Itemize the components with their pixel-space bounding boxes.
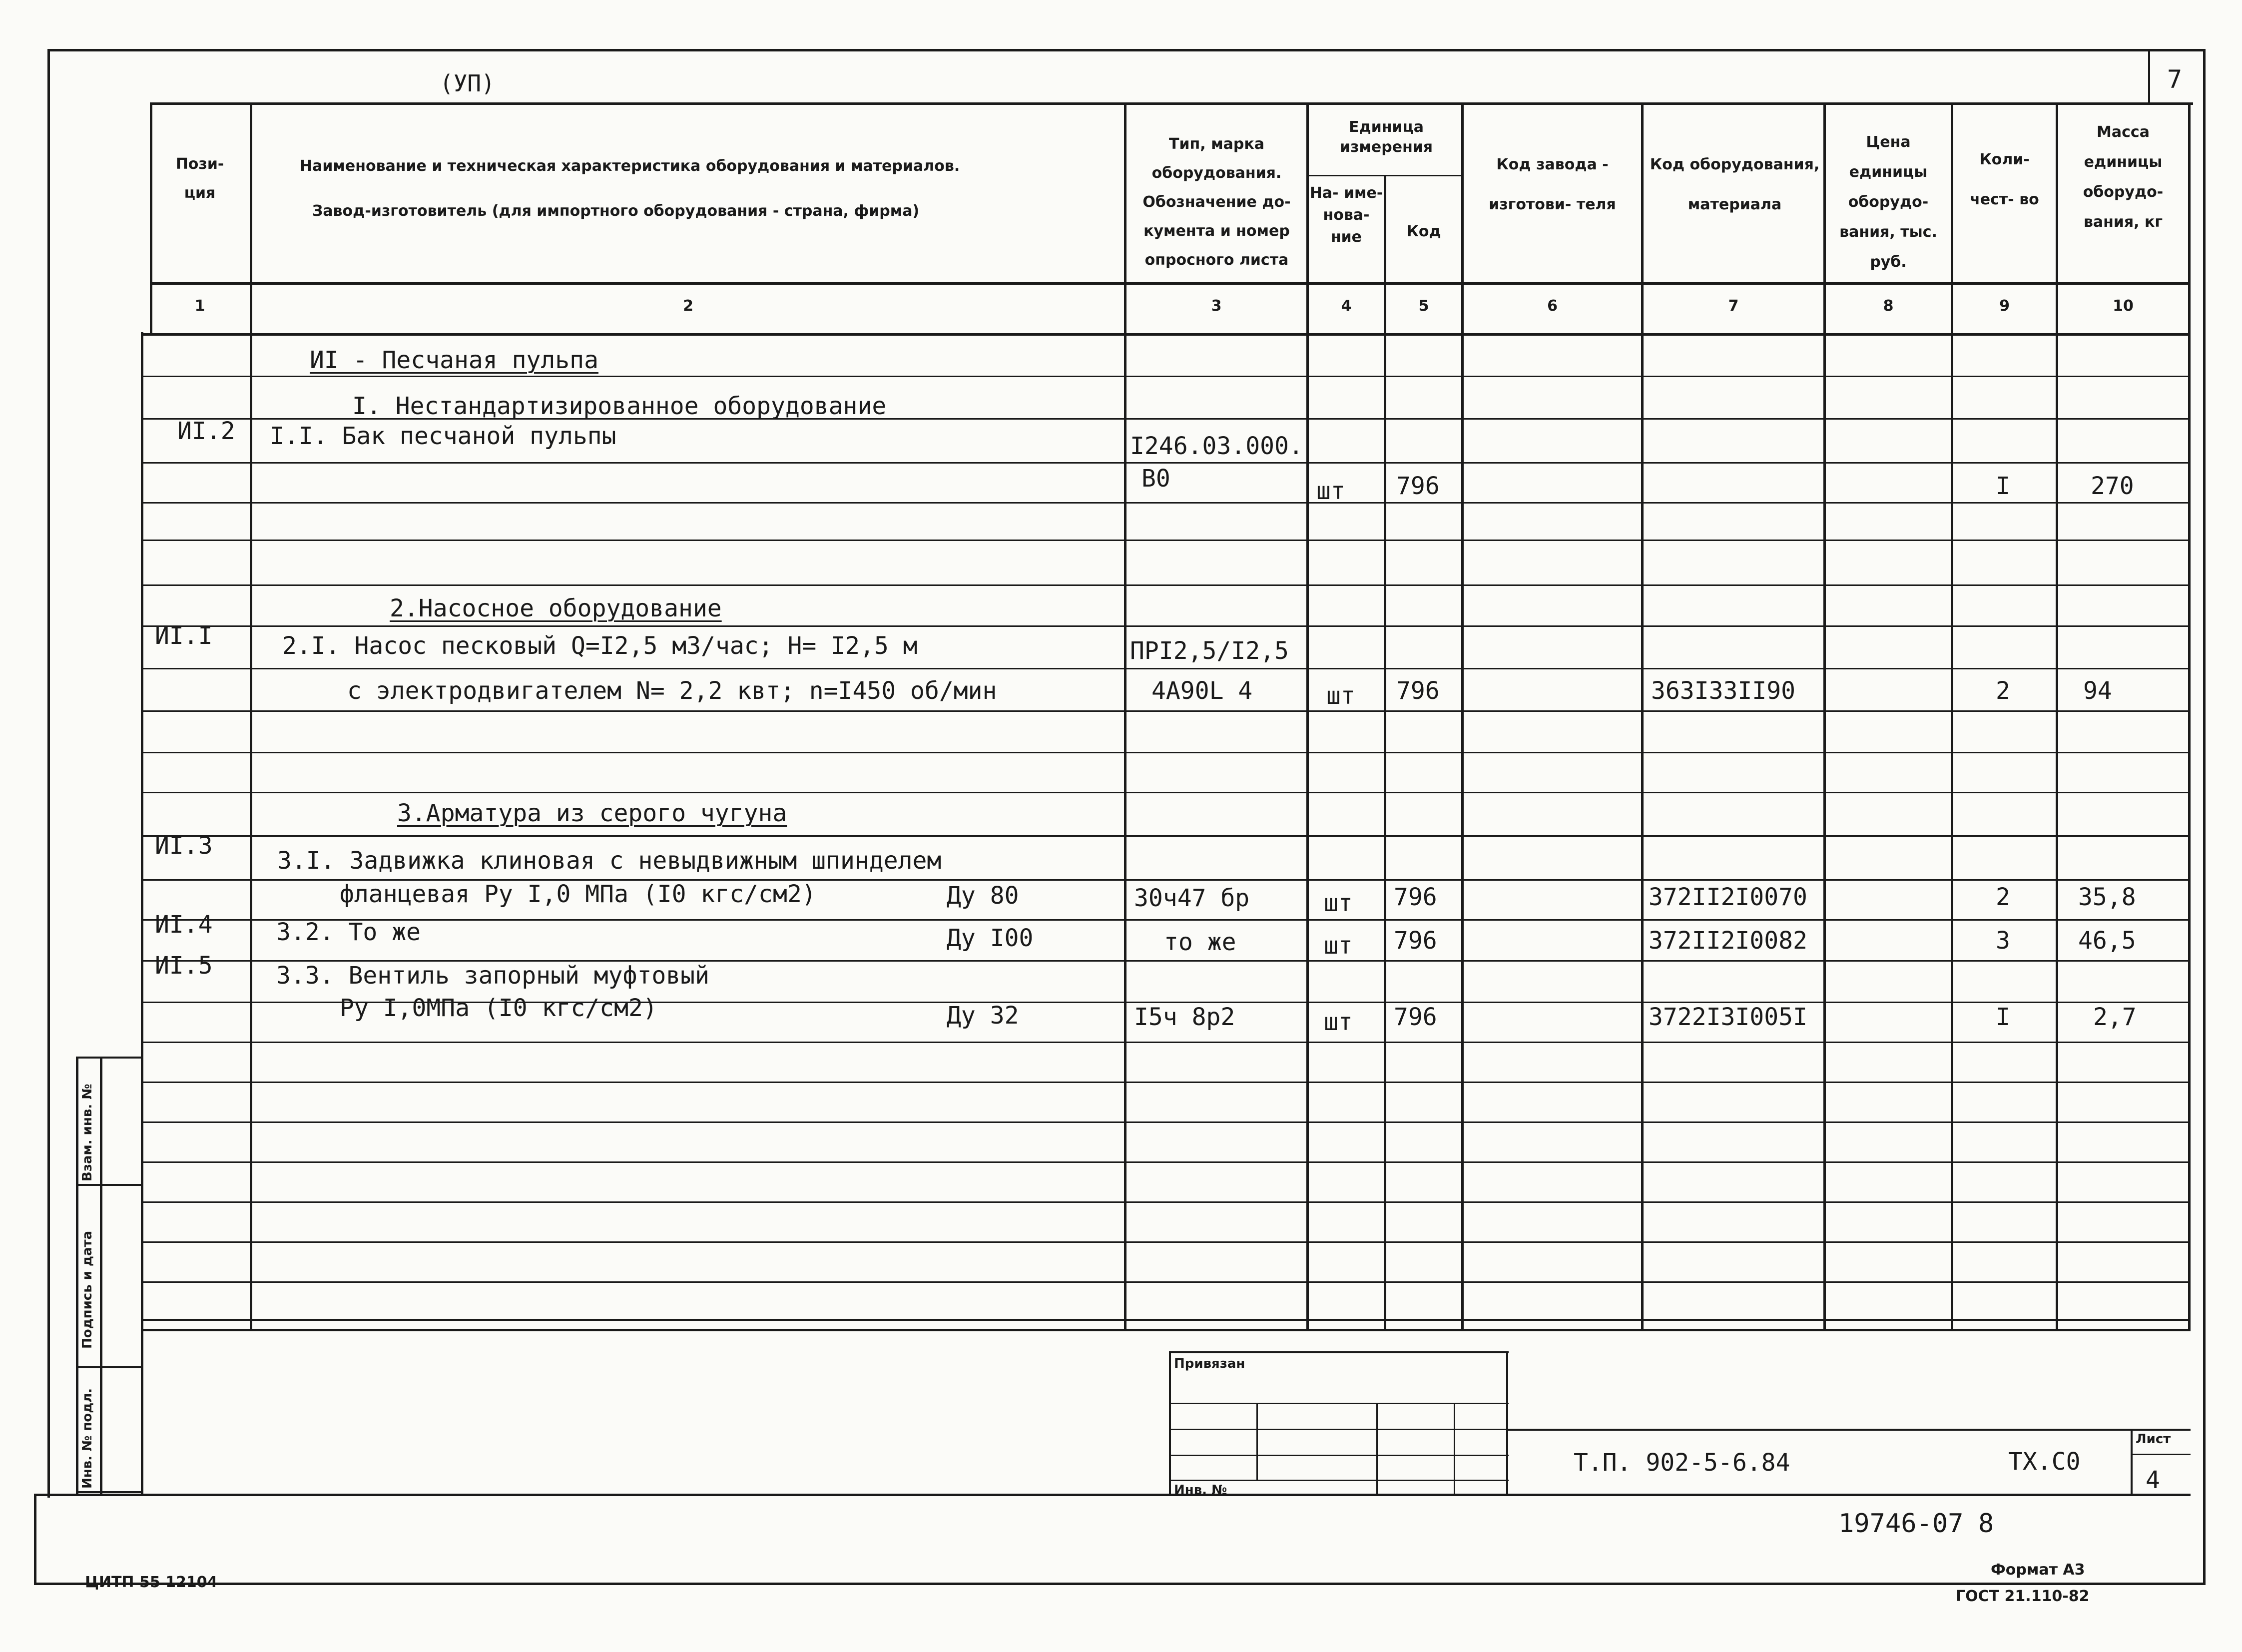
row3-position: ИI.3 <box>155 832 213 860</box>
row-line <box>141 1042 2191 1043</box>
row4-mass: 46,5 <box>2078 927 2136 955</box>
col-number: 5 <box>1418 297 1429 315</box>
row4-nominal-diameter: Ду I00 <box>947 924 1034 952</box>
row5-quantity: I <box>1996 1003 2010 1031</box>
frame-right <box>2203 49 2206 1585</box>
row2-material-code: 363I33II90 <box>1651 677 1795 705</box>
row2-name-a: 2.I. Насос песковый Q=I2,5 м3/час; H= I2,5 м <box>282 632 918 660</box>
side-label-podpis: Подпись и дата <box>80 1230 95 1349</box>
table-right <box>2188 102 2191 1331</box>
privyazan-col2 <box>1376 1403 1378 1495</box>
privyazan-row2 <box>1169 1429 1509 1430</box>
row4-position: ИI.4 <box>155 911 213 939</box>
row3-material-code: 372II2I0070 <box>1649 883 1807 911</box>
row2-type-a: ПРI2,5/I2,5 <box>1130 637 1289 665</box>
handwritten-sheet: 8 <box>1978 1509 1994 1539</box>
row-line <box>141 1161 2191 1163</box>
row3-type: 30ч47 бр <box>1134 884 1250 912</box>
header-material-code: Код оборудования, материала <box>1650 156 1820 213</box>
side-label-vzam: Взам. инв. № <box>80 1084 95 1181</box>
col-line-6 <box>1641 102 1644 1329</box>
corner-page-number: 7 <box>2167 65 2183 94</box>
list-box-div <box>2131 1454 2191 1455</box>
col-number: 3 <box>1211 297 1222 315</box>
col-number: 4 <box>1341 297 1352 315</box>
row4-name: 3.2. То же <box>276 918 421 946</box>
col-number: 2 <box>683 297 693 315</box>
section-3-title: 3.Арматура из серого чугуна <box>397 799 787 827</box>
header-name-line1: Наименование и техническая характеристика оборудования и материалов. <box>300 157 960 175</box>
privyazan-col3 <box>1454 1403 1455 1495</box>
row5-nominal-diameter: Ду 32 <box>947 1002 1019 1030</box>
title-block-left <box>141 1329 143 1496</box>
list-box-left <box>2131 1429 2133 1496</box>
row1-unit-code: 796 <box>1396 472 1440 500</box>
header-unit-code: Код <box>1406 223 1441 240</box>
row-line <box>141 1281 2191 1283</box>
row1-mass: 270 <box>2091 472 2134 500</box>
table-top <box>150 102 2193 105</box>
row5-unit: шт <box>1324 1008 1353 1036</box>
col-number: 7 <box>1728 297 1739 315</box>
row1-name: I.I. Бак песчаной пульпы <box>270 422 616 450</box>
row5-mass: 2,7 <box>2093 1003 2137 1031</box>
side-strip-top <box>76 1057 141 1059</box>
row-line <box>141 625 2191 627</box>
row-line <box>141 835 2191 837</box>
col-line-3 <box>1306 102 1309 1329</box>
section-main-title: ИI - Песчаная пульпа <box>310 346 598 374</box>
row5-unit-code: 796 <box>1394 1003 1437 1031</box>
designation-top <box>1506 1429 2191 1431</box>
row2-quantity: 2 <box>1996 677 2010 705</box>
frame-top <box>47 49 2206 51</box>
title-block-bottom <box>34 1494 2191 1496</box>
header-type: Тип, марка оборудования. Обозначение до- кумента и номер опросного листа <box>1142 135 1291 269</box>
row-line <box>141 1121 2191 1123</box>
row2-type-b: 4А90L 4 <box>1151 677 1253 705</box>
format-label: Формат А3 <box>1991 1561 2085 1579</box>
row1-quantity: I <box>1996 472 2010 500</box>
header-name-line2: Завод-изготовитель (для импортного оборудования - страна, фирма) <box>312 202 920 220</box>
row-line <box>141 376 2191 377</box>
row2-mass: 94 <box>2083 677 2112 705</box>
row-line <box>141 792 2191 793</box>
col-number: 1 <box>194 297 205 315</box>
side-strip-outer <box>76 1057 78 1494</box>
table-left-body <box>141 332 143 1329</box>
header-unit-group: На- име- нова- ние <box>1309 184 1383 246</box>
col-number: 9 <box>1999 297 2010 315</box>
row3-unit: шт <box>1324 889 1353 917</box>
privyazan-row3 <box>1169 1455 1509 1456</box>
privyazan-row1 <box>1169 1403 1509 1404</box>
row1-type-b: В0 <box>1141 465 1170 493</box>
row3-name-a: 3.I. Задвижка клиновая с невыдвижным шпинделем <box>277 847 942 875</box>
row1-unit: шт <box>1316 477 1345 505</box>
header-position: Пози- ция <box>175 155 224 202</box>
header-quantity: Коли- чест- во <box>1970 151 2039 208</box>
row-line <box>141 668 2191 669</box>
colnum-bottom <box>141 333 2191 336</box>
row4-material-code: 372II2I0082 <box>1649 927 1807 955</box>
header-unit-group-title: Единица измерения <box>1339 118 1433 156</box>
row3-nominal-diameter: Ду 80 <box>947 882 1019 910</box>
col-line-1 <box>250 102 252 1329</box>
row2-unit-code: 796 <box>1396 677 1440 705</box>
privyazan-col1 <box>1256 1403 1258 1480</box>
row-line <box>141 1201 2191 1203</box>
row5-position: ИI.5 <box>155 952 213 980</box>
handwritten-number: 19746-07 <box>1838 1509 1964 1539</box>
corner-box-line <box>2148 50 2150 105</box>
list-number: 4 <box>2146 1466 2160 1494</box>
frame-bottom <box>34 1583 2206 1585</box>
row3-unit-code: 796 <box>1394 883 1437 911</box>
frame-left <box>47 49 50 1498</box>
row2-unit: шт <box>1326 682 1355 710</box>
row5-type: I5ч 8р2 <box>1134 1003 1235 1031</box>
inv-no-label: Инв. № <box>1174 1483 1227 1498</box>
side-label-inv: Инв. № подл. <box>80 1388 95 1489</box>
row-line <box>141 540 2191 541</box>
row2-name-b: с электродвигателем N= 2,2 квт; n=I450 об/мин <box>347 677 997 705</box>
row5-name-b: Ру I,0МПа (I0 кгс/см2) <box>340 994 657 1022</box>
privyazan-right <box>1506 1351 1508 1494</box>
doc-number: Т.П. 902-5-6.84 <box>1574 1449 1790 1477</box>
privyazan-top <box>1169 1351 1509 1353</box>
header-price: Цена единицы оборудо- вания, тыс. руб. <box>1839 133 1937 271</box>
privyazan-row4 <box>1169 1480 1509 1481</box>
table-bottom <box>141 1329 2191 1331</box>
sheet-code: (УП) <box>440 70 495 97</box>
doc-mark: ТХ.С0 <box>2008 1448 2081 1476</box>
col-line-8 <box>1951 102 1953 1329</box>
row2-position: ИI.I <box>155 622 213 650</box>
col-line-5 <box>1461 102 1464 1329</box>
row5-material-code: 3722I3I005I <box>1649 1003 1807 1031</box>
row-line <box>141 1082 2191 1083</box>
row1-position: ИI.2 <box>177 417 235 445</box>
col-number: 10 <box>2113 297 2134 315</box>
col-line-7 <box>1823 102 1826 1329</box>
list-label: Лист <box>2136 1432 2171 1447</box>
col-line-9 <box>2056 102 2058 1329</box>
row4-type: то же <box>1164 928 1236 956</box>
row3-quantity: 2 <box>1996 883 2010 911</box>
header-bottom <box>150 282 2191 285</box>
row3-mass: 35,8 <box>2078 883 2136 911</box>
row4-unit-code: 796 <box>1394 927 1437 955</box>
row-line <box>141 1241 2191 1243</box>
side-strip-div1 <box>76 1184 141 1186</box>
header-factory-code: Код завода - изготови- теля <box>1489 156 1616 213</box>
row-line <box>141 710 2191 712</box>
row-line <box>141 752 2191 753</box>
gost-label: ГОСТ 21.110-82 <box>1956 1588 2090 1605</box>
col-line-2 <box>1124 102 1126 1329</box>
row-line <box>141 584 2191 586</box>
row4-quantity: 3 <box>1996 927 2010 955</box>
row-line <box>141 1319 2191 1321</box>
col-number: 6 <box>1547 297 1558 315</box>
side-strip-div2 <box>76 1366 141 1368</box>
citp-label: ЦИТП 55 12104 <box>85 1574 218 1591</box>
row1-type-a: I246.03.000. <box>1130 432 1303 460</box>
row3-name-b: фланцевая Ру I,0 МПа (I0 кгс/см2) <box>340 880 816 908</box>
row5-name-a: 3.3. Вентиль запорный муфтовый <box>276 962 709 990</box>
privyazan-left <box>1169 1351 1171 1494</box>
privyazan-label: Привязан <box>1174 1356 1245 1371</box>
side-strip-bottom <box>76 1491 141 1493</box>
section-1-title: I. Нестандартизированное оборудование <box>352 392 887 420</box>
row4-unit: шт <box>1324 932 1353 960</box>
row-line <box>141 919 2191 921</box>
frame-left-lower <box>34 1494 36 1585</box>
header-mass: Масса единицы оборудо- вания, кг <box>2083 123 2164 231</box>
col-number: 8 <box>1883 297 1894 315</box>
row-line <box>141 502 2191 504</box>
row-line <box>141 462 2191 464</box>
section-2-title: 2.Насосное оборудование <box>390 594 722 622</box>
side-strip-inner <box>100 1057 102 1494</box>
